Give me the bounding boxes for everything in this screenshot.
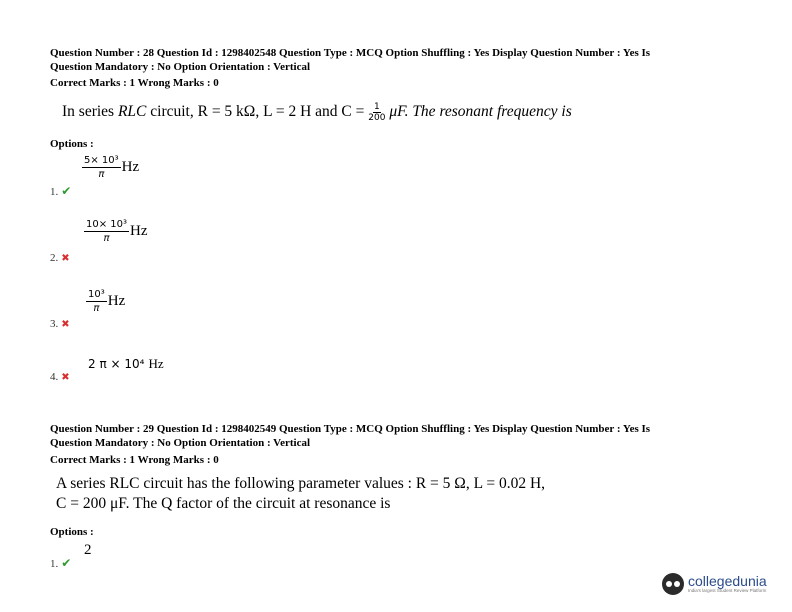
- q28-option-4-unit: Hz: [148, 356, 164, 371]
- q28-header-line2: Question Mandatory : No Option Orientation : Vertical: [50, 61, 311, 73]
- q28-question-text: [62, 102, 572, 123]
- q29-option-1-value[interactable]: 2: [84, 542, 92, 558]
- q28-option-4-expr[interactable]: [88, 355, 164, 373]
- q28-option-4-value: 2 π × 10⁴: [88, 357, 145, 371]
- q28-option-3-unit: Hz: [107, 293, 126, 309]
- q28-options-label: Options :: [50, 138, 94, 150]
- q29-option-1-num: 1.: [50, 557, 59, 570]
- q28-text-b: circuit, R = 5 kΩ, L = 2 H and C =: [146, 103, 369, 121]
- q28-option-1-expr[interactable]: [82, 154, 139, 181]
- cross-icon: ✖: [61, 318, 70, 330]
- q28-option-3-numerator: 10³: [88, 289, 105, 300]
- q29-header-line1: Question Number : 29 Question Id : 1298402549 Question Type : MCQ Option Shuffling : Yes Display Question Number : Yes Is: [50, 423, 651, 435]
- q28-text-c: μF. The resonant frequency is: [385, 103, 572, 121]
- q28-option-3-denominator: π: [93, 303, 100, 314]
- q28-option-3-fraction: [86, 288, 107, 315]
- q29-marks: Correct Marks : 1 Wrong Marks : 0: [50, 454, 219, 466]
- q29-options-label: Options :: [50, 526, 94, 538]
- q28-option-1-numerator: 5× 10³: [84, 155, 119, 166]
- q29-question-line2: C = 200 μF. The Q factor of the circuit at resonance is: [56, 495, 391, 512]
- q28-option-1-number: [50, 184, 71, 199]
- q28-option-3-number: [50, 318, 70, 330]
- q28-text-a: In series: [62, 103, 118, 121]
- q28-option-1-num: 1.: [50, 185, 59, 198]
- cross-icon: ✖: [61, 371, 70, 383]
- q29-question-line1: A series RLC circuit has the following parameter values : R = 5 Ω, L = 0.02 H,: [56, 475, 546, 492]
- q28-option-2-expr[interactable]: [84, 218, 148, 245]
- q28-option-1-unit: Hz: [121, 159, 140, 175]
- q28-c-fraction: [368, 102, 385, 123]
- q29-option-1-number: [50, 556, 71, 571]
- q28-option-4-number: [50, 371, 70, 383]
- q28-option-1-fraction: [82, 154, 121, 181]
- q28-option-2-number: [50, 252, 70, 264]
- q28-option-2-unit: Hz: [130, 223, 148, 239]
- q28-option-2-num: 2.: [50, 252, 59, 264]
- q28-option-1-denominator: π: [98, 169, 105, 180]
- q28-option-2-denominator: π: [103, 233, 110, 244]
- owl-icon: [662, 573, 684, 595]
- cross-icon: ✖: [61, 252, 70, 264]
- q28-c-num: 1: [373, 102, 380, 112]
- q28-option-3-num: 3.: [50, 318, 59, 330]
- brand-tagline: India's largest Student Review Platform: [688, 588, 767, 593]
- q28-header-line1: Question Number : 28 Question Id : 1298402548 Question Type : MCQ Option Shuffling : Yes Display Question Number : Yes Is: [50, 47, 651, 59]
- q28-option-2-numerator: 10× 10³: [86, 219, 128, 230]
- collegedunia-logo: [662, 573, 767, 595]
- check-icon: ✔: [61, 184, 72, 198]
- brand-name: collegedunia: [688, 573, 767, 589]
- q28-option-4-num: 4.: [50, 371, 59, 383]
- q28-option-3-expr[interactable]: [86, 288, 125, 315]
- q28-option-2-fraction: [84, 218, 129, 245]
- q28-marks: Correct Marks : 1 Wrong Marks : 0: [50, 77, 219, 89]
- q29-header-line2: Question Mandatory : No Option Orientation : Vertical: [50, 437, 311, 449]
- q28-text-rlc: RLC: [117, 103, 147, 121]
- check-icon: ✔: [61, 556, 72, 570]
- q28-c-den: 200: [368, 113, 386, 123]
